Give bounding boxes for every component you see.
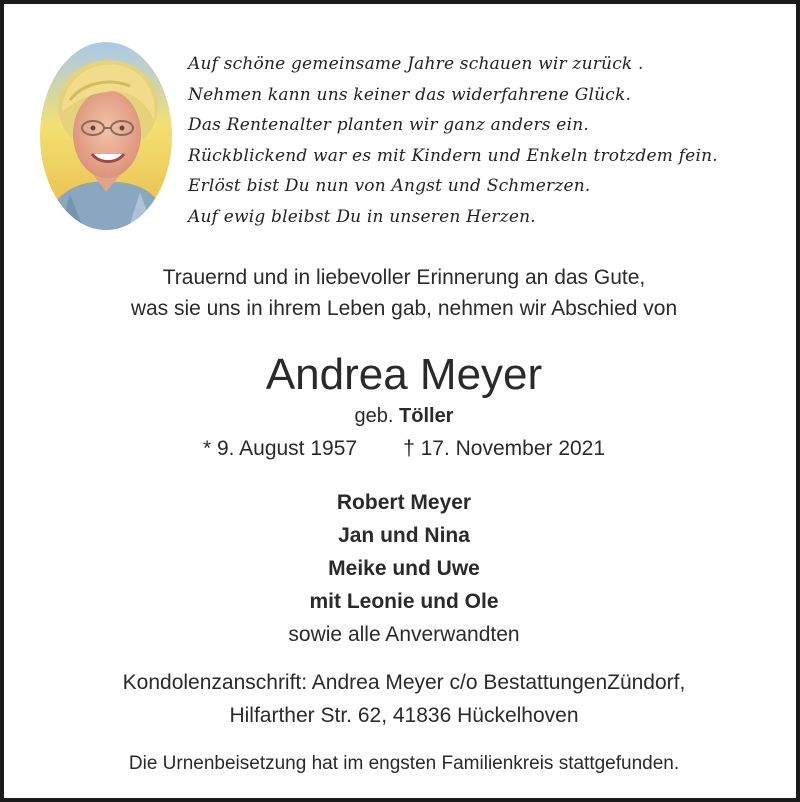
poem-line: Erlöst bist Du nun von Angst und Schmerzen. [188, 176, 591, 196]
poem-line: Auf schöne gemeinsame Jahre schauen wir zurück . [188, 54, 644, 74]
mourner: Jan und Nina [338, 524, 470, 547]
maiden-name [4, 402, 800, 430]
mourner: Meike und Uwe [328, 557, 480, 580]
deceased-name: Andrea Meyer [265, 350, 543, 399]
portrait-photo [40, 42, 172, 230]
death-date: † 17. November 2021 [403, 437, 606, 460]
mourner: Robert Meyer [336, 491, 472, 514]
poem [188, 49, 718, 232]
poem-line: Auf ewig bleibst Du in unseren Herzen. [188, 206, 536, 227]
poem-line: Rückblickend war es mit Kindern und Enkeln trotzdem fein. [188, 145, 718, 166]
poem-line: Das Rentenalter planten wir ganz anders ein. [188, 115, 589, 135]
intro-line: Trauernd und in liebevoller Erinnerung an das Gute, [162, 266, 646, 289]
born-prefix: geb. [354, 405, 394, 427]
relatives: sowie alle Anverwandten [288, 623, 520, 646]
address-line: Kondolenzanschrift: Andrea Meyer c/o BestattungenZündorf, [122, 671, 686, 694]
mourner: mit Leonie und Ole [309, 590, 499, 613]
birth-date: * 9. August 1957 [202, 437, 358, 460]
intro-line: was sie uns in ihrem Leben gab, nehmen wir Abschied von [130, 297, 678, 320]
condolence-address [4, 666, 800, 732]
intro-text [4, 262, 800, 324]
poem-line: Nehmen kann uns keiner das widerfahrene Glück. [188, 84, 632, 105]
address-line: Hilfarther Str. 62, 41836 Hückelhoven [229, 704, 579, 727]
mourners-list [4, 486, 800, 651]
burial-note: Die Urnenbeisetzung hat im engsten Familienkreis stattgefunden. [128, 753, 680, 774]
life-dates [4, 434, 800, 464]
born-name: Töller [399, 405, 454, 427]
